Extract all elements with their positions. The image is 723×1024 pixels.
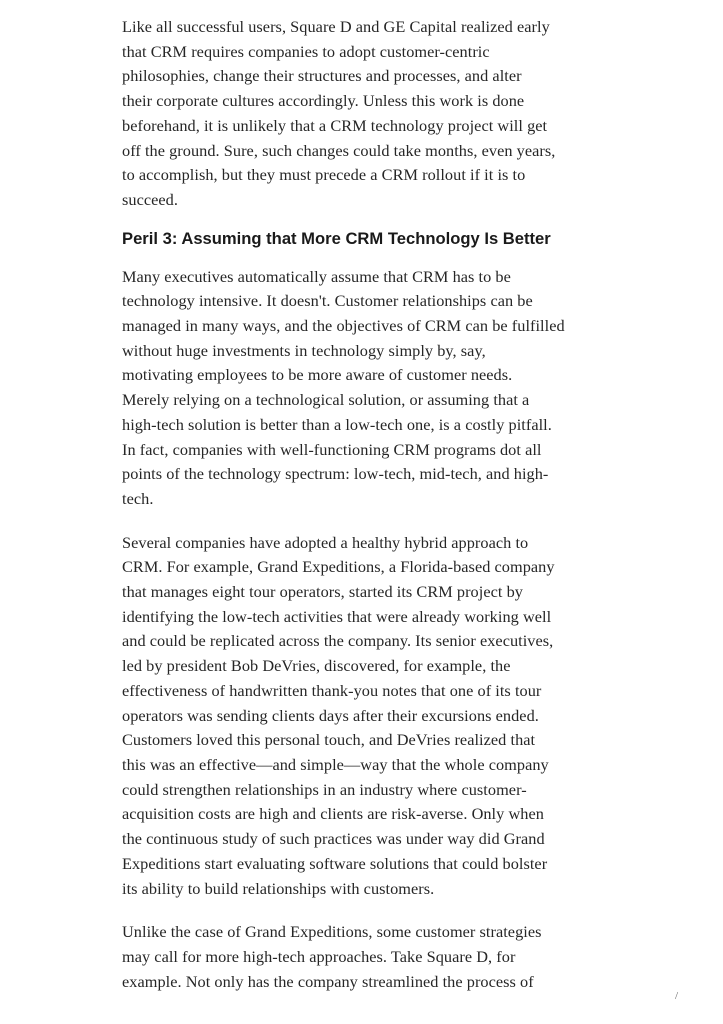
paragraph-3 [122,531,602,902]
paragraph-1-line: their corporate cultures accordingly. Unless this work is done [122,91,525,111]
paragraph-2-line: without huge investments in technology simply by, say, [122,340,486,360]
paragraph-1-line: Like all successful users, Square D and GE Capital realized early [122,17,550,36]
paragraph-2-line: technology intensive. It doesn't. Customer relationships can be [122,291,533,311]
paragraph-2-line: Merely relying on a technological solution, or assuming that a [122,390,530,410]
paragraph-3-line: effectiveness of handwritten thank-you notes that one of its tour [122,680,542,700]
paragraph-1-line: to accomplish, but they must precede a CRM rollout if it is to [122,165,526,185]
paragraph-3-line: acquisition costs are high and clients are risk-averse. Only when [122,804,544,824]
paragraph-1 [122,15,602,213]
paragraph-3-line: this was an effective—and simple—way that the whole company [122,754,549,774]
paragraph-2 [122,265,602,512]
section-heading: Peril 3: Assuming that More CRM Technology Is Better [122,228,551,248]
paragraph-4-line: may call for more high-tech approaches. Take Square D, for [122,946,516,966]
paragraph-1-line: succeed. [122,189,178,209]
paragraph-2-line: points of the technology spectrum: low-tech, mid-tech, and high- [122,464,549,484]
paragraph-3-line: could strengthen relationships in an industry where customer- [122,779,527,799]
paragraph-2-line: Many executives automatically assume that CRM has to be [122,266,511,286]
paragraph-1-line: beforehand, it is unlikely that a CRM technology project will get [122,115,548,135]
paragraph-3-line: Expeditions start evaluating software solutions that could bolster [122,853,548,873]
paragraph-2-line: managed in many ways, and the objectives of CRM can be fulfilled [122,316,565,336]
paragraph-3-line: that manages eight tour operators, started its CRM project by [122,582,523,602]
article-body [122,15,602,994]
paragraph-3-line: operators was sending clients days after their excursions ended. [122,705,539,725]
paragraph-1-line: off the ground. Sure, such changes could take months, even years, [122,140,556,160]
page-corner-mark: / [675,990,679,1002]
paragraph-3-line: identifying the low-tech activities that were already working well [122,606,552,626]
paragraph-4 [122,920,602,994]
paragraph-2-line: In fact, companies with well-functioning CRM programs dot all [122,439,542,459]
paragraph-1-line: philosophies, change their structures and processes, and alter [122,66,522,86]
paragraph-2-line: high-tech solution is better than a low-tech one, is a costly pitfall. [122,414,552,434]
paragraph-2-line: motivating employees to be more aware of customer needs. [122,365,513,385]
paragraph-3-line: led by president Bob DeVries, discovered, for example, the [122,656,511,676]
paragraph-3-line: and could be replicated across the company. Its senior executives, [122,631,554,651]
paragraph-4-line: example. Not only has the company streamlined the process of [122,971,534,991]
paragraph-3-line: CRM. For example, Grand Expeditions, a Florida-based company [122,557,555,577]
paragraph-1-line: that CRM requires companies to adopt customer-centric [122,41,490,61]
paragraph-3-line: Customers loved this personal touch, and DeVries realized that [122,730,536,750]
paragraph-3-line: Several companies have adopted a healthy hybrid approach to [122,532,529,552]
paragraph-4-line: Unlike the case of Grand Expeditions, some customer strategies [122,922,542,942]
paragraph-3-line: its ability to build relationships with customers. [122,878,435,898]
paragraph-2-line: tech. [122,488,154,508]
paragraph-3-line: the continuous study of such practices was under way did Grand [122,829,545,849]
